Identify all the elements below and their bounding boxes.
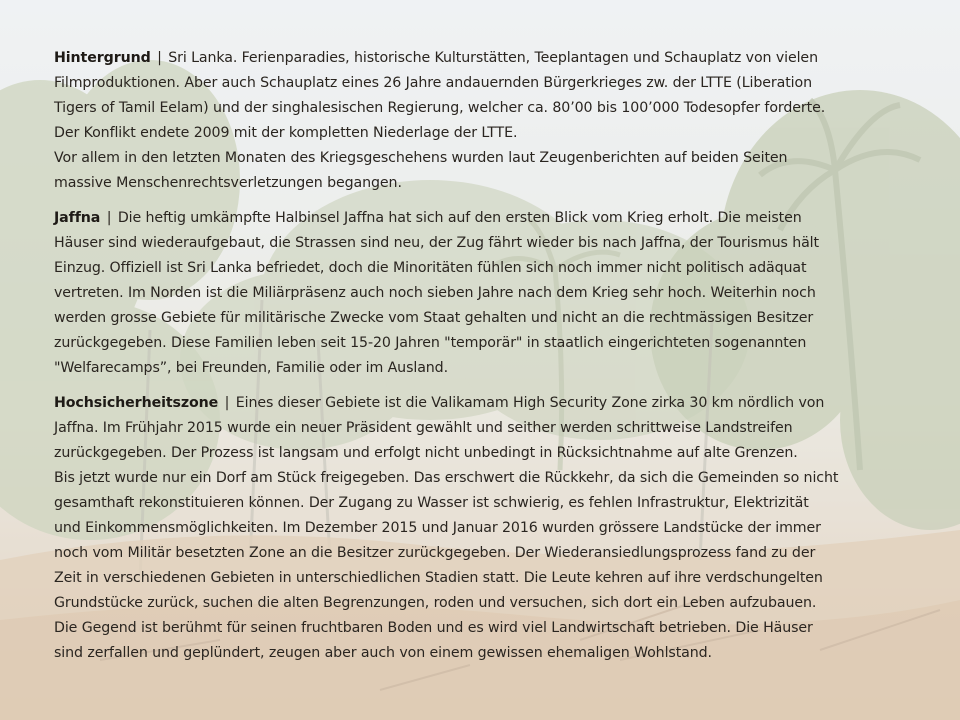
paragraph-line: Einzug. Offiziell ist Sri Lanka befriedet, doch die Minoritäten fühlen sich noch immer nicht politisch adäquat <box>54 260 807 276</box>
section-jaffna <box>54 206 912 381</box>
paragraph-line: Der Konflikt endete 2009 mit der kompletten Niederlage der LTTE. <box>54 125 518 141</box>
paragraph-line: noch vom Militär besetzten Zone an die Besitzer zurückgegeben. Der Wiederansiedlungsprozess fand zu der <box>54 545 816 561</box>
section-hintergrund <box>54 46 912 196</box>
section-first-line <box>54 391 912 416</box>
section-hochsicherheitszone <box>54 391 912 666</box>
paragraph-line: vertreten. Im Norden ist die Miliärpräsenz auch noch sieben Jahre nach dem Krieg sehr hoch. Weiterhin noch <box>54 285 816 301</box>
paragraph-line: und Einkommensmöglichkeiten. Im Dezember 2015 und Januar 2016 wurden grössere Landstücke der immer <box>54 520 821 536</box>
paragraph-line: massive Menschenrechtsverletzungen begangen. <box>54 175 402 191</box>
paragraph-text: Eines dieser Gebiete ist die Valikamam High Security Zone zirka 30 km nördlich von <box>235 395 825 411</box>
section-heading: Hintergrund <box>54 50 151 66</box>
paragraph-text: Sri Lanka. Ferienparadies, historische Kulturstätten, Teeplantagen und Schauplatz von vielen <box>168 50 818 66</box>
separator: | <box>106 210 112 226</box>
paragraph-line: Häuser sind wiederaufgebaut, die Strassen sind neu, der Zug fährt wieder bis nach Jaffna, der Tourismus hält <box>54 235 819 251</box>
paragraph-line: werden grosse Gebiete für militärische Zwecke vom Staat gehalten und nicht an die rechtmässigen Besitzer <box>54 310 814 326</box>
paragraph-line: Tigers of Tamil Eelam) und der singhalesischen Regierung, welcher ca. 80’00 bis 100’000 Todesopfer forderte. <box>54 100 826 116</box>
paragraph-line: Jaffna. Im Frühjahr 2015 wurde ein neuer Präsident gewählt und seither werden schrittweise Landstreifen <box>54 420 793 436</box>
paragraph-line: Zeit in verschiedenen Gebieten in unterschiedlichen Stadien statt. Die Leute kehren auf ihre verdschungelten <box>54 570 823 586</box>
paragraph-line: Die Gegend ist berühmt für seinen fruchtbaren Boden und es wird viel Landwirtschaft betrieben. Die Häuser <box>54 620 813 636</box>
paragraph-line: Filmproduktionen. Aber auch Schauplatz eines 26 Jahre andauernden Bürgerkrieges zw. der LTTE (Liberation <box>54 75 812 91</box>
section-heading: Hochsicherheitszone <box>54 395 219 411</box>
paragraph-line: Grundstücke zurück, suchen die alten Begrenzungen, roden und versuchen, sich dort ein Leben aufzubauen. <box>54 595 817 611</box>
paragraph-line: "Welfarecamps”, bei Freunden, Familie oder im Ausland. <box>54 360 449 376</box>
separator: | <box>224 395 230 411</box>
text-content <box>54 46 912 676</box>
paragraph-line: Vor allem in den letzten Monaten des Kriegsgeschehens wurden laut Zeugenberichten auf beiden Seiten <box>54 150 788 166</box>
paragraph-line: Bis jetzt wurde nur ein Dorf am Stück freigegeben. Das erschwert die Rückkehr, da sich die Gemeinden so nicht <box>54 470 839 486</box>
paragraph-line: zurückgegeben. Diese Familien leben seit 15-20 Jahren "temporär" in staatlich eingerichteten sogenannten <box>54 335 807 351</box>
section-heading: Jaffna <box>54 210 101 226</box>
separator: | <box>157 50 162 66</box>
paragraph-line: sind zerfallen und geplündert, zeugen aber auch von einem gewissen ehemaligen Wohlstand. <box>54 645 712 661</box>
paragraph-line: zurückgegeben. Der Prozess ist langsam und erfolgt nicht unbedingt in Rücksichtnahme auf alte Grenzen. <box>54 445 798 461</box>
section-first-line <box>54 46 912 71</box>
paragraph-text: Die heftig umkämpfte Halbinsel Jaffna hat sich auf den ersten Blick vom Krieg erholt. Die meisten <box>117 210 802 226</box>
section-first-line <box>54 206 912 231</box>
paragraph-line: gesamthaft rekonstituieren können. Der Zugang zu Wasser ist schwierig, es fehlen Infrastruktur, Elektrizität <box>54 495 809 511</box>
